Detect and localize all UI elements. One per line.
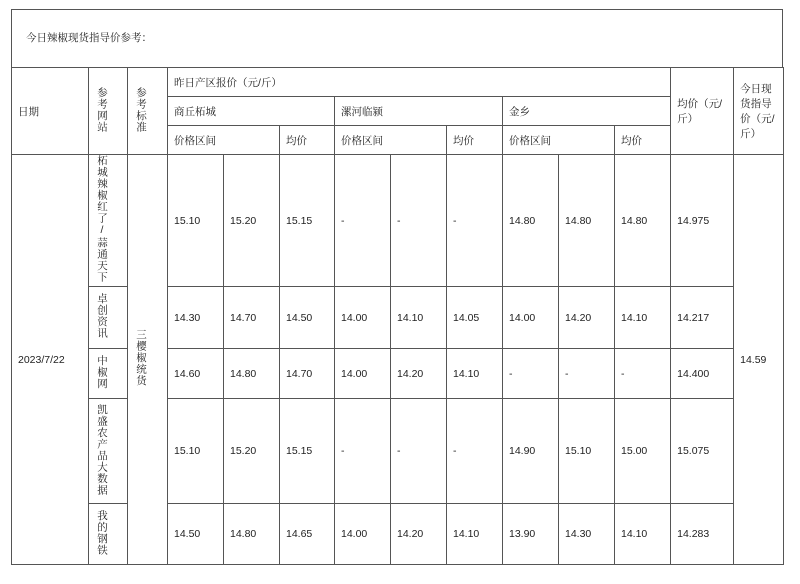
value-cell: - [391,399,447,504]
value-cell: 15.10 [559,399,615,504]
standard-cell: 三樱椒统货 [128,155,168,565]
region-header: 金乡 [503,97,671,126]
value-cell: 14.70 [280,349,335,399]
header-standard: 参考标准 [128,68,168,155]
value-cell: - [503,349,559,399]
avg-subheader: 均价 [280,126,335,155]
site-cell: 我的钢铁 [89,504,128,565]
value-cell: - [447,155,503,287]
table-row [12,155,784,287]
site-cell: 柘城辣椒红了/蒜通天下 [89,155,128,287]
today-price-cell: 14.59 [734,155,784,565]
range-header: 价格区间 [335,126,447,155]
value-cell: - [559,349,615,399]
row-avg-cell: 14.975 [671,155,734,287]
value-cell: 14.30 [168,287,224,349]
value-cell: 14.10 [615,504,671,565]
region-header: 漯河临颍 [335,97,503,126]
site-cell: 卓创资讯 [89,287,128,349]
value-cell: 14.00 [335,287,391,349]
site-cell: 凯盛农产品大数据 [89,399,128,504]
page-title: 今日辣椒现货指导价参考： [26,32,152,44]
value-cell: 14.60 [168,349,224,399]
site-cell: 中椒网 [89,349,128,399]
value-cell: - [391,155,447,287]
range-header: 价格区间 [503,126,615,155]
value-cell: 14.20 [391,349,447,399]
value-cell: - [447,399,503,504]
value-cell: 14.10 [447,504,503,565]
value-cell: 15.15 [280,155,335,287]
value-cell: 14.50 [280,287,335,349]
header-today: 今日现货指导价（元/斤） [734,68,784,155]
range-header: 价格区间 [168,126,280,155]
value-cell: 14.90 [503,399,559,504]
value-cell: 14.80 [559,155,615,287]
value-cell: - [615,349,671,399]
table-row [12,399,784,504]
value-cell: 14.10 [391,287,447,349]
header-date: 日期 [12,68,89,155]
avg-subheader: 均价 [615,126,671,155]
table-row [12,349,784,399]
value-cell: 15.20 [224,155,280,287]
header-site: 参考网站 [89,68,128,155]
region-header: 商丘柘城 [168,97,335,126]
value-cell: 14.00 [335,349,391,399]
value-cell: 14.10 [615,287,671,349]
value-cell: 14.10 [447,349,503,399]
row-avg-cell: 14.217 [671,287,734,349]
date-cell: 2023/7/22 [12,155,89,565]
value-cell: 15.20 [224,399,280,504]
table-row [12,287,784,349]
price-table [11,67,784,565]
value-cell: 14.00 [503,287,559,349]
title-box [11,9,783,67]
value-cell: 14.20 [559,287,615,349]
value-cell: 15.10 [168,399,224,504]
value-cell: 13.90 [503,504,559,565]
header-yesterday: 昨日产区报价（元/斤） [168,68,671,97]
value-cell: 14.20 [391,504,447,565]
table-row [12,504,784,565]
row-avg-cell: 14.283 [671,504,734,565]
row-avg-cell: 15.075 [671,399,734,504]
value-cell: 14.05 [447,287,503,349]
header-avg: 均价（元/斤） [671,68,734,155]
value-cell: 14.00 [335,504,391,565]
value-cell: 14.30 [559,504,615,565]
value-cell: 14.80 [224,349,280,399]
value-cell: 15.10 [168,155,224,287]
value-cell: 14.70 [224,287,280,349]
value-cell: 14.65 [280,504,335,565]
avg-subheader: 均价 [447,126,503,155]
value-cell: 15.00 [615,399,671,504]
value-cell: 15.15 [280,399,335,504]
value-cell: - [335,155,391,287]
value-cell: 14.80 [503,155,559,287]
row-avg-cell: 14.400 [671,349,734,399]
value-cell: - [335,399,391,504]
value-cell: 14.50 [168,504,224,565]
value-cell: 14.80 [224,504,280,565]
value-cell: 14.80 [615,155,671,287]
